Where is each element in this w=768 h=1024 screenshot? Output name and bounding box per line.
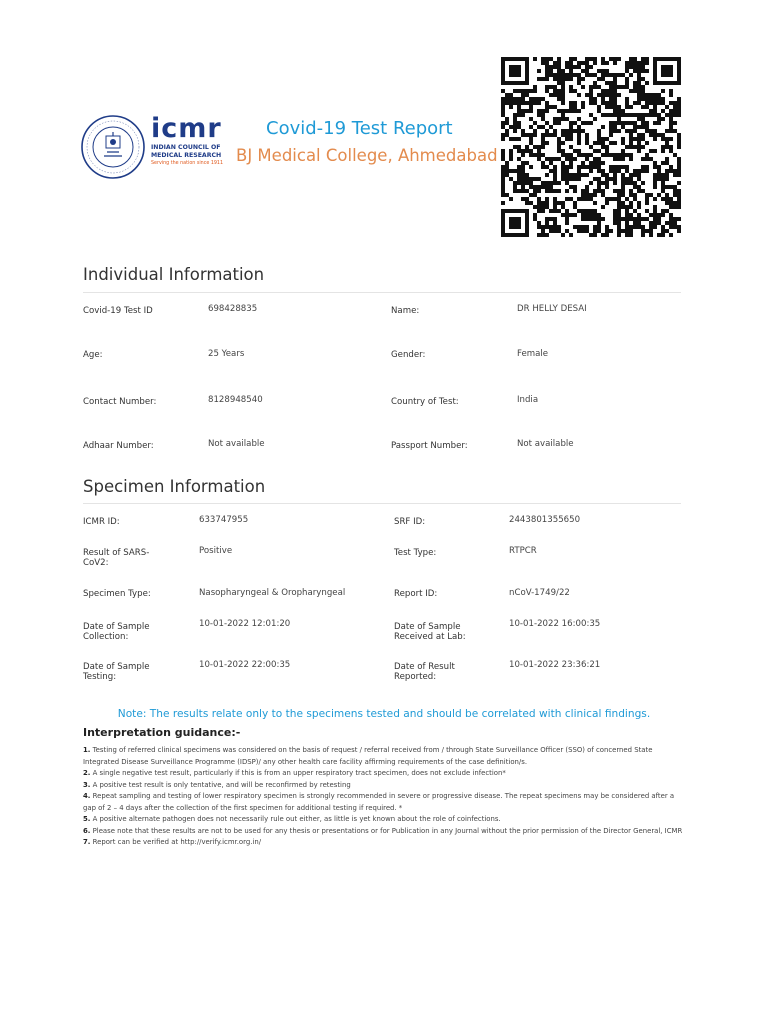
report-title: Covid-19 Test Report bbox=[266, 118, 453, 139]
list-item bbox=[83, 745, 683, 768]
emblem-seal-icon bbox=[80, 112, 146, 182]
list-item bbox=[83, 837, 683, 849]
country-value: India bbox=[517, 395, 539, 405]
field-label: SRF ID: bbox=[394, 517, 426, 527]
field-label: Date of Sample Testing: bbox=[83, 662, 150, 682]
list-item bbox=[83, 768, 683, 780]
field-label: Report ID: bbox=[394, 589, 438, 599]
list-item bbox=[83, 791, 683, 814]
icmr-logo bbox=[151, 113, 231, 176]
item-text: Please note that these results are not to be used for any thesis or presentations or for Publication in any Journal without the prior permission of the Director General, ICMR bbox=[92, 826, 683, 835]
item-text: A positive alternate pathogen does not necessarily rule out either, as little is yet known about the role of coinfections. bbox=[92, 815, 501, 823]
field-label: Age: bbox=[83, 350, 103, 360]
icmr-logo-org-line1: INDIAN COUNCIL OF bbox=[151, 144, 221, 151]
field-label: Name: bbox=[391, 306, 420, 316]
age-value: 25 Years bbox=[208, 349, 245, 359]
reported-date-value: 10-01-2022 23:36:21 bbox=[509, 660, 601, 670]
item-text: Testing of referred clinical specimens was considered on the basis of request / referral received from / through State Surveillance Officer (SSO) of concerned State Integrated Disease Surveillance Programme (IDSP)/ any other health care facility affirming requirements of the case definition/s. bbox=[83, 746, 653, 766]
srf-id-value: 2443801355650 bbox=[509, 515, 581, 525]
received-date-value: 10-01-2022 16:00:35 bbox=[509, 619, 601, 629]
contact-number-value: 8128948540 bbox=[208, 395, 263, 405]
specimen-info-heading: Specimen Information bbox=[83, 477, 266, 496]
name-value: DR HELLY DESAI bbox=[517, 304, 587, 314]
field-label: ICMR ID: bbox=[83, 517, 120, 527]
field-label: Date of Sample Collection: bbox=[83, 622, 150, 642]
list-item bbox=[83, 826, 683, 838]
adhaar-value: Not available bbox=[208, 439, 265, 449]
testing-date-value: 10-01-2022 22:00:35 bbox=[199, 660, 291, 670]
field-label: Test Type: bbox=[394, 548, 437, 558]
field-label: Result of SARS-CoV2: bbox=[83, 548, 150, 568]
interpretation-heading: Interpretation guidance:- bbox=[83, 726, 241, 739]
icmr-logo-org-line2: MEDICAL RESEARCH bbox=[151, 151, 222, 159]
test-type-value: RTPCR bbox=[509, 546, 537, 556]
icmr-logo-tagline: Serving the nation since 1911 bbox=[151, 161, 224, 166]
item-number: 5. bbox=[83, 815, 91, 823]
list-item bbox=[83, 814, 683, 826]
divider bbox=[83, 503, 681, 504]
field-label: Date of Sample Received at Lab: bbox=[394, 622, 466, 642]
item-text: Report can be verified at http://verify.icmr.org.in/ bbox=[92, 838, 262, 846]
item-number: 3. bbox=[83, 780, 91, 789]
specimen-type-value: Nasopharyngeal & Oropharyngeal bbox=[199, 588, 346, 598]
icmr-logo-wordmark: icmr bbox=[151, 113, 222, 144]
college-name: BJ Medical College, Ahmedabad bbox=[236, 146, 498, 165]
collection-date-value: 10-01-2022 12:01:20 bbox=[199, 619, 291, 629]
field-label: Passport Number: bbox=[391, 441, 468, 451]
item-text: A positive test result is only tentative, and will be reconfirmed by retesting bbox=[92, 780, 351, 789]
qr-code-icon bbox=[501, 56, 681, 238]
field-label: Specimen Type: bbox=[83, 589, 151, 599]
result-value: Positive bbox=[199, 546, 233, 556]
field-label: Date of Result Reported: bbox=[394, 662, 455, 682]
field-label: Covid-19 Test ID bbox=[83, 306, 153, 316]
item-number: 4. bbox=[83, 792, 91, 800]
report-id-value: nCoV-1749/22 bbox=[509, 588, 570, 598]
item-number: 6. bbox=[83, 826, 91, 835]
gender-value: Female bbox=[517, 349, 549, 359]
item-number: 1. bbox=[83, 746, 91, 754]
item-number: 7. bbox=[83, 838, 91, 846]
results-note: Note: The results relate only to the specimens tested and should be correlated with clinical findings. bbox=[117, 708, 651, 720]
interpretation-list bbox=[83, 745, 683, 849]
field-label: Contact Number: bbox=[83, 397, 157, 407]
field-label: Adhaar Number: bbox=[83, 441, 154, 451]
passport-value: Not available bbox=[517, 439, 574, 449]
item-text: A single negative test result, particularly if this is from an upper respiratory tract specimen, does not exclude infection* bbox=[92, 769, 506, 777]
field-label: Country of Test: bbox=[391, 397, 459, 407]
individual-info-heading: Individual Information bbox=[83, 265, 265, 284]
test-id-value: 698428835 bbox=[208, 304, 258, 314]
item-number: 2. bbox=[83, 769, 91, 777]
field-label: Gender: bbox=[391, 350, 426, 360]
divider bbox=[83, 292, 681, 293]
item-text: Repeat sampling and testing of lower respiratory specimen is strongly recommended in severe or progressive disease. The repeat specimens may be considered after a gap of 2 – 4 days after the collection of the first specimen for additional testing if required. * bbox=[83, 792, 675, 812]
icmr-id-value: 633747955 bbox=[199, 515, 249, 525]
list-item bbox=[83, 780, 683, 792]
